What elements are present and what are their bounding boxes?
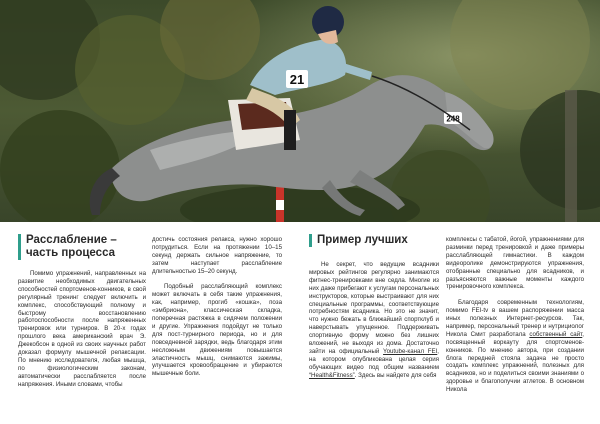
column-3 [309,222,439,380]
paragraph: Помимо упражнений, направленных на развитие необходимых двигательных способностей спортсменов-конников, в свой регулярный тренинг следует включить и комплекс, способствующий полному и быстрому восстановлению работоспособности после напряженных тренировок или турниров. В 20-х годах прошлого века американский врач Э. Джекобсон в одной из своих научных работ доказал формулу мышечной релаксации. По мнению исследователя, любая мышца, по физиологическим законам, автоматически расслабляется после напряжения. Иными словами, чтобы [18,270,146,388]
column-1 [18,222,146,389]
section-heading-relaxation: Расслабление – часть процесса [18,234,146,260]
paragraph [446,299,584,394]
paragraph: достичь состояния релакса, нужно хорошо потрудиться. Если на протяжении 10–15 секунд держать сильное напряжение, то затем наступает расслабление длительностью 15–20 секунд. [152,236,282,275]
paragraph-text: Не секрет, что ведущие всадники мировых рейтингов регулярно занимаются фитнес-тренировками вне седла. Многие из них даже прибегают к услугам персональных инструкторов, которые выстраивают для них специальные программы, соответствующие потребностям всадника. Но это не значит, что нужно бежать в ближайший спортклуб и наверстывать упущенное. Поддерживать спортивную форму можно без лишних вложений, не выходя из дома. Достаточно зайти на официальный [309,261,439,355]
column-4 [446,236,584,394]
paragraph-text: , посвященный воркауту для спортсменов-конников. По мнению автора, при создании блога передней стояла задача не просто создать комплекс упражнений, полезных для всадников, но и поделиться своими знаниями о здоровье и благополучии атлетов. В основном Никола [446,330,584,394]
paragraph [309,261,439,380]
article-text [0,222,600,424]
paragraph-text: . Здесь вы найдете для себя [354,371,437,379]
own-site-link[interactable]: собственный сайт [529,330,583,338]
paragraph: комплексы с табатой, йогой, упражнениями для разминки перед тренировкой и даже примеры расслабляющей гимнастики. В каждом видеоролике демонстрируются упражнения, отобранные специально для всадников, и разъясняются важные моменты каждого тренировочного комплекса. [446,236,584,291]
paragraph-text: Благодаря современным технологиям, помимо FEI-tv в вашем распоряжении масса иных полезных Интернет-ресурсов. Так, например, персональный тренер и нутрициолог Никола Смит разработала [446,299,584,338]
horse-bib-number: 248 [446,114,460,124]
rider-bib-number: 21 [289,72,305,87]
paragraph-text: , на котором опубликована целая серия обучающих видео под общим названием [309,347,439,371]
column-2 [152,236,282,378]
paragraph: Подобный расслабляющий комплекс может включать в себя такие упражнения, как, например, прогиб «кошка», поза «эмбриона», классическая складка, поперечная растяжка в сидячем положении и другие. Упражнения подойдут не только для пост-турнирного периода, но и для повседневной зарядки, ведь благодаря этим несложным движениям повышается эластичность мышц, снимаются зажимы, улучшается кровообращение и убираются мышечные боли. [152,283,282,378]
youtube-fei-link[interactable]: Youtube-канал FEI [383,347,438,355]
section-heading-best-example: Пример лучших [309,234,439,247]
health-fitness-link[interactable]: “Health&Fitness” [309,371,355,379]
